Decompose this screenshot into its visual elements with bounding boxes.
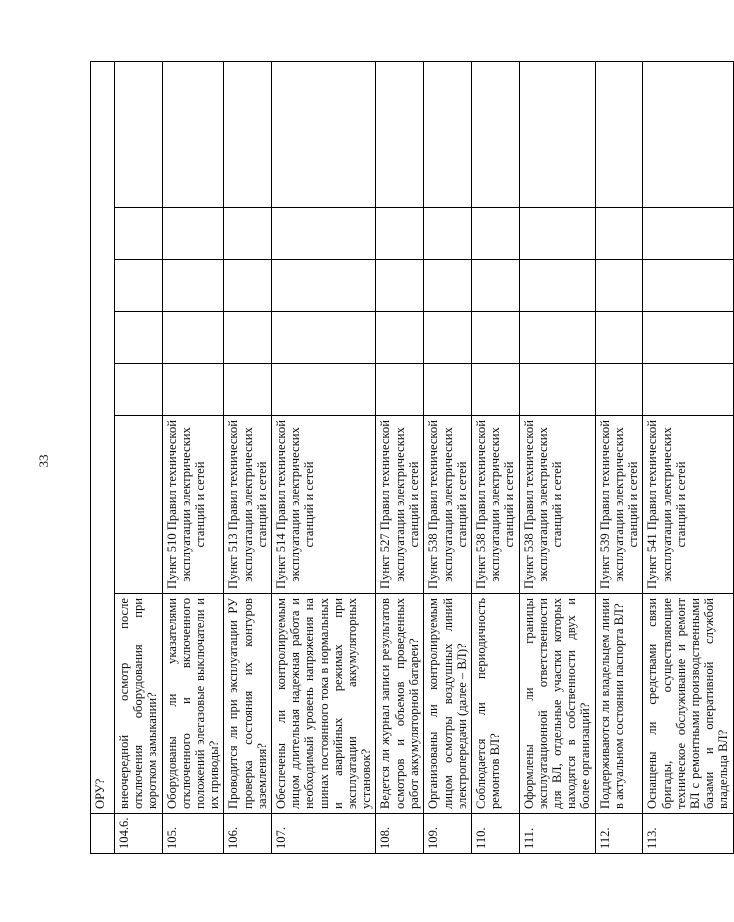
note-cell [643,61,733,207]
question-cell: Оформлены ли границы эксплуатационной ответственности для ВЛ, отдельные участки которых находятся в собственности двух и более организаций? [519,594,595,814]
answer-cell [595,364,643,416]
reference-cell: Пункт 514 Правил технической эксплуатации электрических станций и сетей [272,416,376,594]
table-row [424,61,472,853]
answer-cell [162,312,224,364]
note-cell [115,61,163,207]
answer-cell [115,364,163,416]
note-cell [376,61,424,207]
answer-cell [162,260,224,312]
reference-cell: Пункт 513 Правил технической эксплуатации электрических станций и сетей [224,416,272,594]
answer-cell [376,260,424,312]
answer-cell [643,312,733,364]
table-row [224,61,272,853]
row-number: 113. [643,814,733,854]
table-row [115,61,163,853]
answer-cell [272,260,376,312]
reference-cell: Пункт 527 Правил технической эксплуатации электрических станций и сетей [376,416,424,594]
answer-cell [115,312,163,364]
checklist-table-rotated [90,62,731,854]
answer-cell [162,208,224,260]
table-row [162,61,224,853]
question-cell: Обеспечены ли контролируемым лицом длительная надежная работа и необходимый уровень напряжения на шинах постоянного тока в нормальных и аварийных режимах при эксплуатации аккумуляторных установок? [272,594,376,814]
reference-cell: Пункт 538 Правил технической эксплуатации электрических станций и сетей [424,416,472,594]
row-number: 111. [519,814,595,854]
section-row [91,61,115,853]
row-number: 105. [162,814,224,854]
checklist-table [90,61,734,854]
row-number: 104.6. [115,814,163,854]
reference-cell: Пункт 541 Правил технической эксплуатации электрических станций и сетей [643,416,733,594]
answer-cell [519,260,595,312]
question-cell: Организованы ли контролируемым лицом осмотры воздушных линий электропередачи (далее – ВЛ)? [424,594,472,814]
answer-cell [595,260,643,312]
question-cell: Оснащены ли средствами связи бригады, осуществляющие техническое обслуживание и ремонт ВЛ с ремонтными производственными базами и оперативной службой владельца ВЛ? [643,594,733,814]
answer-cell [224,208,272,260]
answer-cell [643,208,733,260]
answer-cell [519,364,595,416]
question-cell: внеочередной осмотр после отключения оборудования при коротком замыкании? [115,594,163,814]
question-cell: Ведется ли журнал записи результатов осмотров и объемов проведенных работ аккумуляторной батареи? [376,594,424,814]
note-cell [272,61,376,207]
answer-cell [472,364,520,416]
note-cell [595,61,643,207]
answer-cell [224,312,272,364]
answer-cell [424,364,472,416]
answer-cell [376,208,424,260]
reference-cell: Пункт 538 Правил технической эксплуатации электрических станций и сетей [472,416,520,594]
question-cell: Оборудованы ли указателями отключенного и включенного положений элегазовые выключатели и их приводы? [162,594,224,814]
note-cell [224,61,272,207]
answer-cell [115,260,163,312]
reference-cell: Пункт 538 Правил технической эксплуатации электрических станций и сетей [519,416,595,594]
answer-cell [595,312,643,364]
answer-cell [424,208,472,260]
answer-cell [519,312,595,364]
note-cell [519,61,595,207]
answer-cell [224,260,272,312]
question-cell: Проводится ли при эксплуатации РУ проверка состояния их контуров заземления? [224,594,272,814]
answer-cell [272,208,376,260]
table-row [643,61,733,853]
row-number: 109. [424,814,472,854]
row-number: 110. [472,814,520,854]
section-title: ОРУ? [91,61,115,813]
table-row [376,61,424,853]
answer-cell [376,364,424,416]
table-row [272,61,376,853]
answer-cell [595,208,643,260]
reference-cell [115,416,163,594]
answer-cell [115,208,163,260]
table-row [595,61,643,853]
row-number: 112. [595,814,643,854]
answer-cell [643,260,733,312]
question-cell: Соблюдается ли периодичность ремонтов ВЛ? [472,594,520,814]
answer-cell [424,312,472,364]
question-cell: Поддерживаются ли владельцем линии в актуальном состоянии паспорта ВЛ? [595,594,643,814]
row-number: 106. [224,814,272,854]
answer-cell [643,364,733,416]
page-number: 33 [36,454,51,468]
answer-cell [424,260,472,312]
answer-cell [472,208,520,260]
answer-cell [162,364,224,416]
note-cell [424,61,472,207]
reference-cell: Пункт 510 Правил технической эксплуатации электрических станций и сетей [162,416,224,594]
answer-cell [519,208,595,260]
answer-cell [472,260,520,312]
table-row [519,61,595,853]
reference-cell: Пункт 539 Правил технической эксплуатации электрических станций и сетей [595,416,643,594]
num-cell [91,814,115,854]
answer-cell [272,312,376,364]
answer-cell [376,312,424,364]
note-cell [162,61,224,207]
answer-cell [224,364,272,416]
answer-cell [272,364,376,416]
note-cell [472,61,520,207]
answer-cell [472,312,520,364]
row-number: 107. [272,814,376,854]
table-row [472,61,520,853]
row-number: 108. [376,814,424,854]
